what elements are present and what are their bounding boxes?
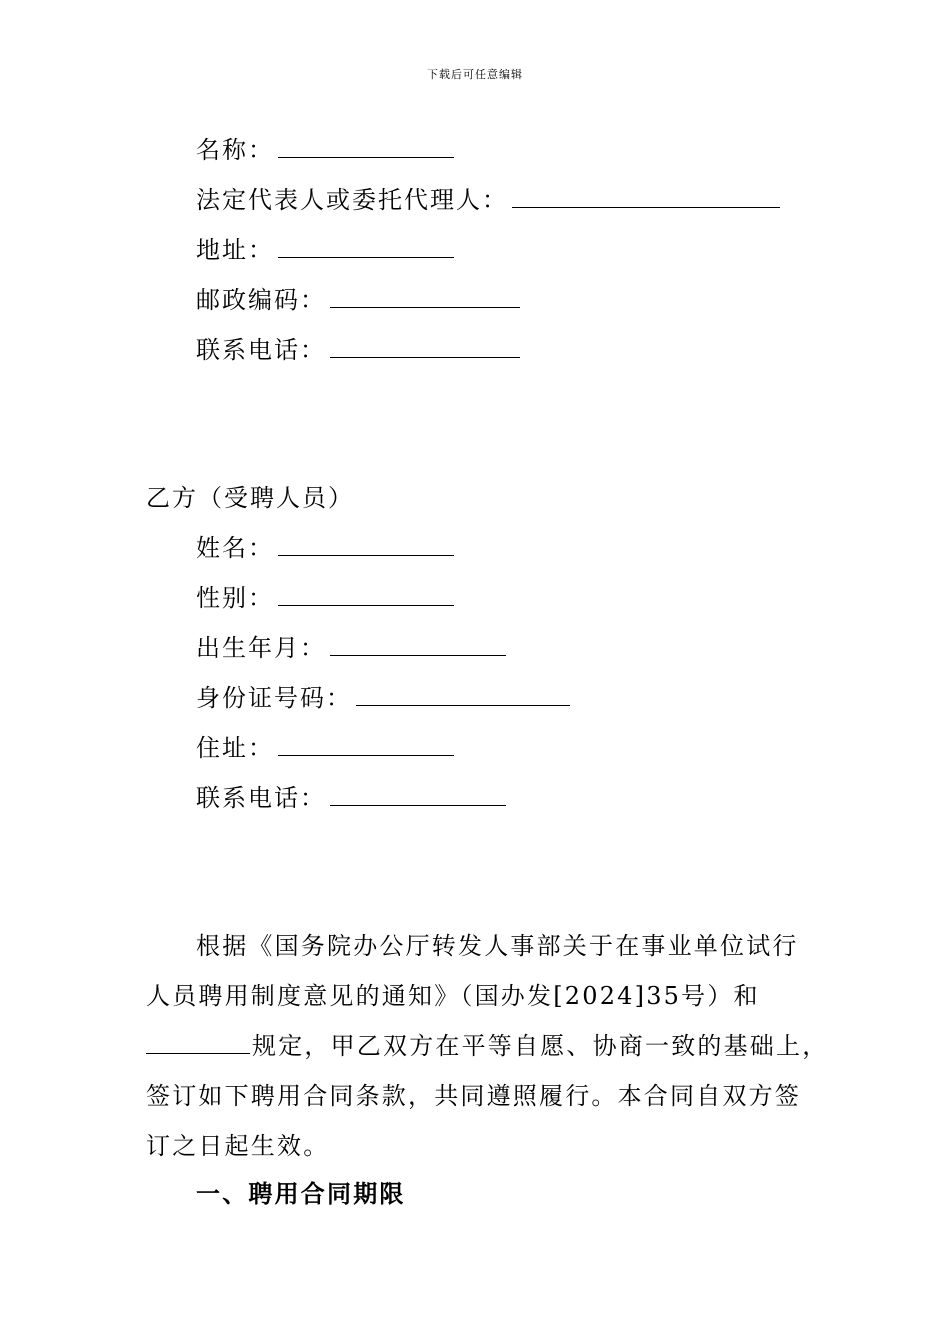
party-b-phone-field[interactable] xyxy=(330,783,506,806)
party-b-birth-label: 出生年月： xyxy=(196,634,326,662)
party-a-phone-row xyxy=(196,334,520,366)
party-b-gender-field[interactable] xyxy=(278,583,454,606)
body-line-4: 签订如下聘用合同条款，共同遵照履行。本合同自双方签 xyxy=(146,1082,801,1110)
body-line-3-row xyxy=(146,1030,828,1062)
section-1-title: 一、聘用合同期限 xyxy=(196,1179,406,1208)
party-b-address-label: 住址： xyxy=(196,734,274,762)
page-header-note: 下载后可任意编辑 xyxy=(427,68,523,81)
party-a-name-field[interactable] xyxy=(278,135,454,158)
party-b-address-row xyxy=(196,732,454,764)
party-b-name-field[interactable] xyxy=(278,533,454,556)
party-a-name-label: 名称： xyxy=(196,136,274,164)
party-b-birth-row xyxy=(196,632,506,664)
party-b-id-row xyxy=(196,682,570,714)
party-a-name-row xyxy=(196,134,454,166)
party-a-representative-label: 法定代表人或委托代理人： xyxy=(196,186,508,214)
party-a-phone-label: 联系电话： xyxy=(196,336,326,364)
party-b-gender-row xyxy=(196,582,454,614)
party-b-birth-field[interactable] xyxy=(330,633,506,656)
party-b-gender-label: 性别： xyxy=(196,584,274,612)
party-a-address-row xyxy=(196,234,454,266)
party-a-phone-field[interactable] xyxy=(330,335,520,358)
party-b-name-row xyxy=(196,532,454,564)
party-a-address-label: 地址： xyxy=(196,236,274,264)
party-a-postcode-label: 邮政编码： xyxy=(196,286,326,314)
party-b-phone-row xyxy=(196,782,506,814)
body-line-1: 根据《国务院办公厅转发人事部关于在事业单位试行 xyxy=(196,932,799,960)
party-a-representative-row xyxy=(196,184,780,216)
party-a-postcode-field[interactable] xyxy=(330,285,520,308)
body-line-5: 订之日起生效。 xyxy=(146,1132,330,1160)
party-b-address-field[interactable] xyxy=(278,733,454,756)
party-a-postcode-row xyxy=(196,284,520,316)
party-b-name-label: 姓名： xyxy=(196,534,274,562)
party-b-phone-label: 联系电话： xyxy=(196,784,326,812)
party-b-id-label: 身份证号码： xyxy=(196,684,352,712)
party-a-address-field[interactable] xyxy=(278,235,454,258)
body-line-3: 规定，甲乙双方在平等自愿、协商一致的基础上， xyxy=(252,1032,829,1060)
party-b-id-field[interactable] xyxy=(356,683,570,706)
party-a-representative-field[interactable] xyxy=(512,185,780,208)
body-line-2: 人员聘用制度意见的通知》（国办发[2024]35号）和 xyxy=(146,982,760,1010)
regulation-blank-field[interactable] xyxy=(146,1031,250,1054)
party-b-heading: 乙方（受聘人员） xyxy=(146,484,354,512)
